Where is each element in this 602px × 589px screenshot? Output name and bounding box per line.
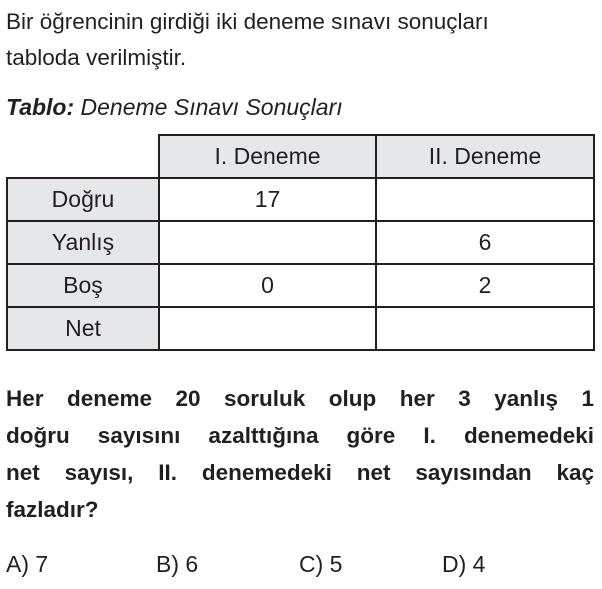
table-caption [6,91,343,123]
row-header: Net [7,307,159,350]
intro-text [6,4,598,76]
table-cell: 17 [159,178,376,221]
option-d[interactable]: D) 4 [442,551,486,577]
column-header: I. Deneme [159,135,376,178]
option-a[interactable]: A) 7 [6,551,49,577]
table-cell [376,307,594,350]
question-text [6,380,594,528]
option-c[interactable]: C) 5 [299,551,343,577]
table-cell [159,221,376,264]
table-cell: 2 [376,264,594,307]
table-header-row [7,135,594,178]
table-cell: 0 [159,264,376,307]
row-header: Doğru [7,178,159,221]
option-b[interactable]: B) 6 [156,551,199,577]
question-line: Her deneme 20 soruluk olup her 3 yanlış 1 [6,386,594,411]
question-line: doğru sayısını azalttığına göre I. denemedeki [6,423,594,448]
intro-line: tabloda verilmiştir. [6,45,187,70]
table-row [7,307,594,350]
intro-line: Bir öğrencinin girdiği iki deneme sınavı sonuçları [6,9,489,34]
table-row [7,264,594,307]
table-row [7,178,594,221]
table-row [7,221,594,264]
results-table [6,134,595,351]
caption-label: Tablo: [6,94,75,120]
caption-title: Deneme Sınavı Sonuçları [74,94,343,120]
table-cell [376,178,594,221]
question-line: net sayısı, II. denemedeki net sayısından kaç [6,460,594,485]
table-corner-cell [7,135,159,178]
table-cell [159,307,376,350]
table-cell: 6 [376,221,594,264]
column-header: II. Deneme [376,135,594,178]
row-header: Boş [7,264,159,307]
question-line: fazladır? [6,497,99,522]
row-header: Yanlış [7,221,159,264]
